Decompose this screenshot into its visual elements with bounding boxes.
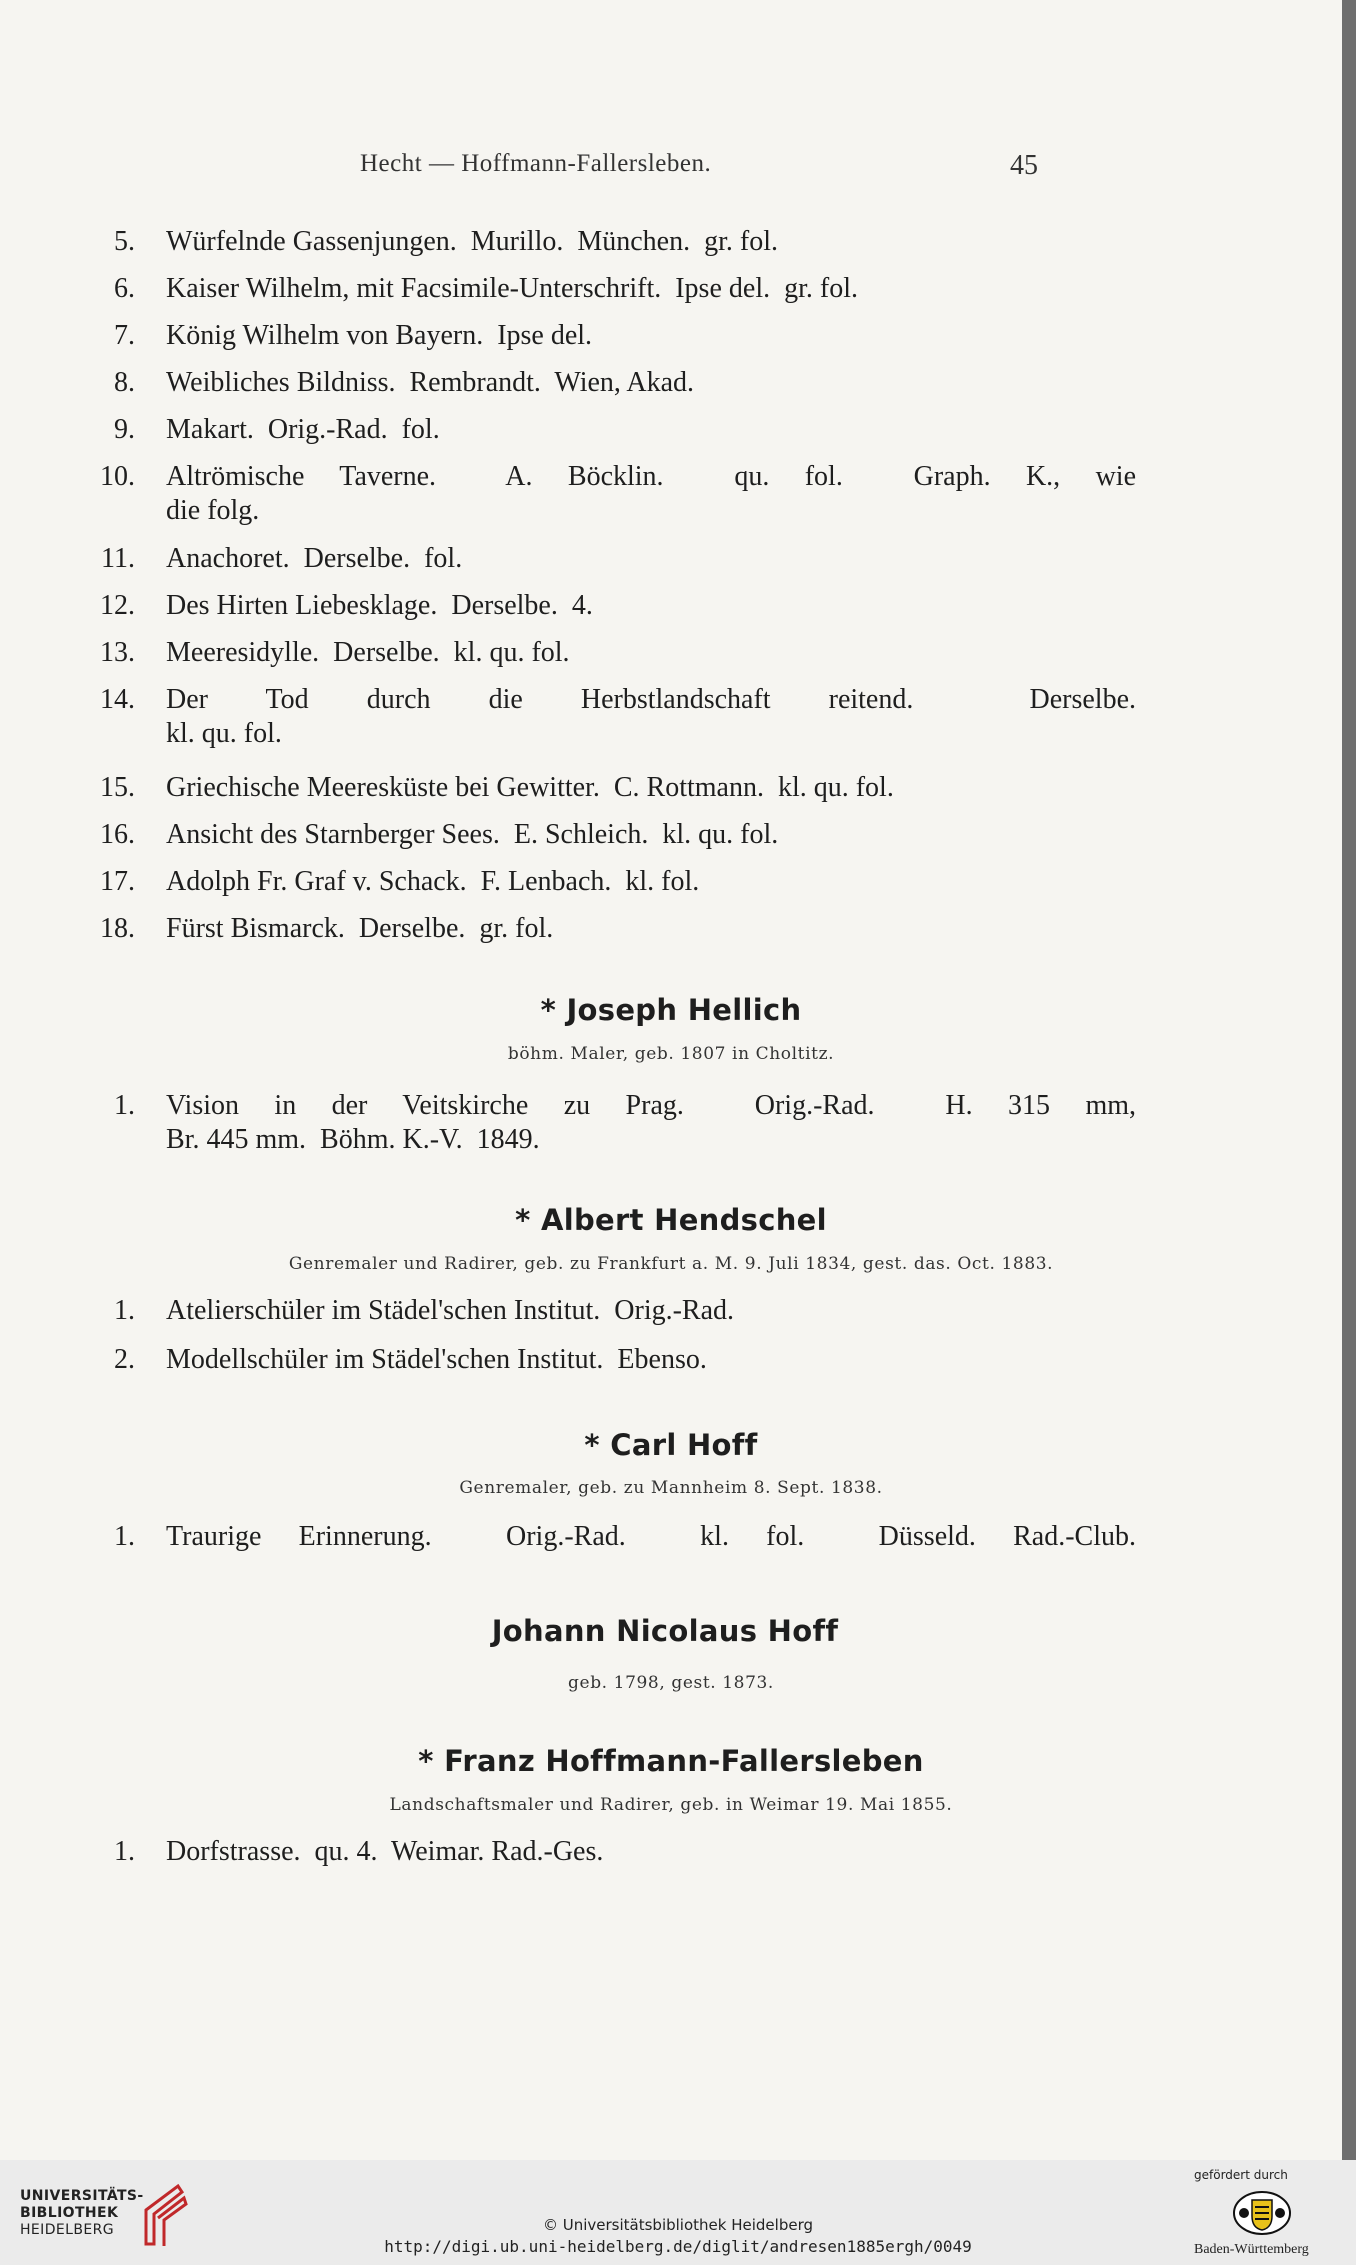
entry-text: Fürst Bismarck. Derselbe. gr. fol. [166, 913, 554, 944]
entry-number: 5. [114, 226, 135, 257]
entry-number: 17. [100, 866, 135, 897]
permalink-url[interactable]: http://digi.ub.uni-heidelberg.de/diglit/andresen1885ergh/0049 [384, 2237, 972, 2256]
entry-number: 15. [100, 772, 135, 803]
artist-bio: Genremaler, geb. zu Mannheim 8. Sept. 1838. [459, 1478, 883, 1498]
entry-number: 1. [114, 1295, 135, 1326]
entry-number: 9. [114, 414, 135, 445]
library-name-line: HEIDELBERG [20, 2222, 114, 2238]
entry-number: 7. [114, 320, 135, 351]
entry-number: 1. [114, 1521, 135, 1552]
entry-text: Modellschüler im Städel'schen Institut. Ebenso. [166, 1344, 707, 1375]
entry-text: Anachoret. Derselbe. fol. [166, 543, 463, 574]
entry-text: Adolph Fr. Graf v. Schack. F. Lenbach. kl. fol. [166, 866, 700, 897]
entry-number: 12. [100, 590, 135, 621]
sponsor-label: gefördert durch [1194, 2168, 1288, 2182]
artist-bio: böhm. Maler, geb. 1807 in Choltitz. [507, 1044, 835, 1064]
library-name-line: UNIVERSITÄTS- [20, 2188, 144, 2204]
artist-bio: Genremaler und Radirer, geb. zu Frankfurt a. M. 9. Juli 1834, gest. das. Oct. 1883. [288, 1254, 1054, 1274]
artist-bio: geb. 1798, gest. 1873. [568, 1673, 774, 1693]
footer-bar [0, 2160, 1356, 2265]
artist-heading: * Franz Hoffmann-Fallersleben [418, 1744, 924, 1778]
entry-number: 11. [101, 543, 135, 574]
entry-number: 13. [100, 637, 135, 668]
entry-text: Kaiser Wilhelm, mit Facsimile-Unterschrift. Ipse del. gr. fol. [166, 273, 858, 304]
entry-number: 1. [114, 1090, 135, 1121]
entry-text: Meeresidylle. Derselbe. kl. qu. fol. [166, 637, 570, 668]
entry-number: 16. [100, 819, 135, 850]
entry-text: Des Hirten Liebesklage. Derselbe. 4. [166, 590, 593, 621]
entry-text: Atelierschüler im Städel'schen Institut. Orig.-Rad. [166, 1295, 735, 1326]
entry-text: König Wilhelm von Bayern. Ipse del. [166, 320, 593, 351]
entry-text: Dorfstrasse. qu. 4. Weimar. Rad.-Ges. [166, 1836, 604, 1867]
entry-number: 8. [114, 367, 135, 398]
entry-number: 14. [100, 684, 135, 715]
entry-number: 18. [100, 913, 135, 944]
entry-text: Traurige Erinnerung. Orig.-Rad. kl. fol. Düsseld. Rad.-Club. [166, 1521, 1136, 1552]
entry-text: Würfelnde Gassenjungen. Murillo. München. gr. fol. [166, 226, 778, 257]
entry-text: Makart. Orig.-Rad. fol. [166, 414, 440, 445]
entry-text: Griechische Meeresküste bei Gewitter. C. Rottmann. kl. qu. fol. [166, 772, 894, 803]
sponsor-name: Baden-Württemberg [1194, 2242, 1309, 2257]
entry-text: die folg. [166, 495, 260, 526]
sponsor-block [1180, 2168, 1350, 2263]
artist-heading: * Albert Hendschel [515, 1203, 827, 1237]
library-name-line: BIBLIOTHEK [20, 2205, 119, 2221]
entry-number: 2. [114, 1344, 135, 1375]
entry-text: kl. qu. fol. [166, 718, 282, 749]
entry-text: Weibliches Bildniss. Rembrandt. Wien, Akad. [166, 367, 695, 398]
artist-heading: * Carl Hoff [584, 1428, 758, 1462]
entry-text: Br. 445 mm. Böhm. K.-V. 1849. [166, 1124, 540, 1155]
entry-number: 10. [100, 461, 135, 492]
artist-heading: Johann Nicolaus Hoff [491, 1614, 839, 1648]
page-number: 45 [1010, 150, 1038, 181]
entry-text: Der Tod durch die Herbstlandschaft reitend. Derselbe. [166, 684, 1136, 715]
copyright-notice: © Universitätsbibliothek Heidelberg [542, 2216, 813, 2234]
entry-number: 1. [114, 1836, 135, 1867]
artist-bio: Landschaftsmaler und Radirer, geb. in Weimar 19. Mai 1855. [389, 1795, 953, 1815]
entry-text: Altrömische Taverne. A. Böcklin. qu. fol. Graph. K., wie [166, 461, 1136, 492]
entry-text: Ansicht des Starnberger Sees. E. Schleich. kl. qu. fol. [166, 819, 779, 850]
artist-heading: * Joseph Hellich [540, 993, 802, 1027]
baden-wuerttemberg-crest-icon [1232, 2190, 1292, 2236]
header-title: Hecht — Hoffmann-Fallersleben. [360, 150, 712, 177]
entry-text: Vision in der Veitskirche zu Prag. Orig.-Rad. H. 315 mm, [166, 1090, 1136, 1121]
entry-number: 6. [114, 273, 135, 304]
